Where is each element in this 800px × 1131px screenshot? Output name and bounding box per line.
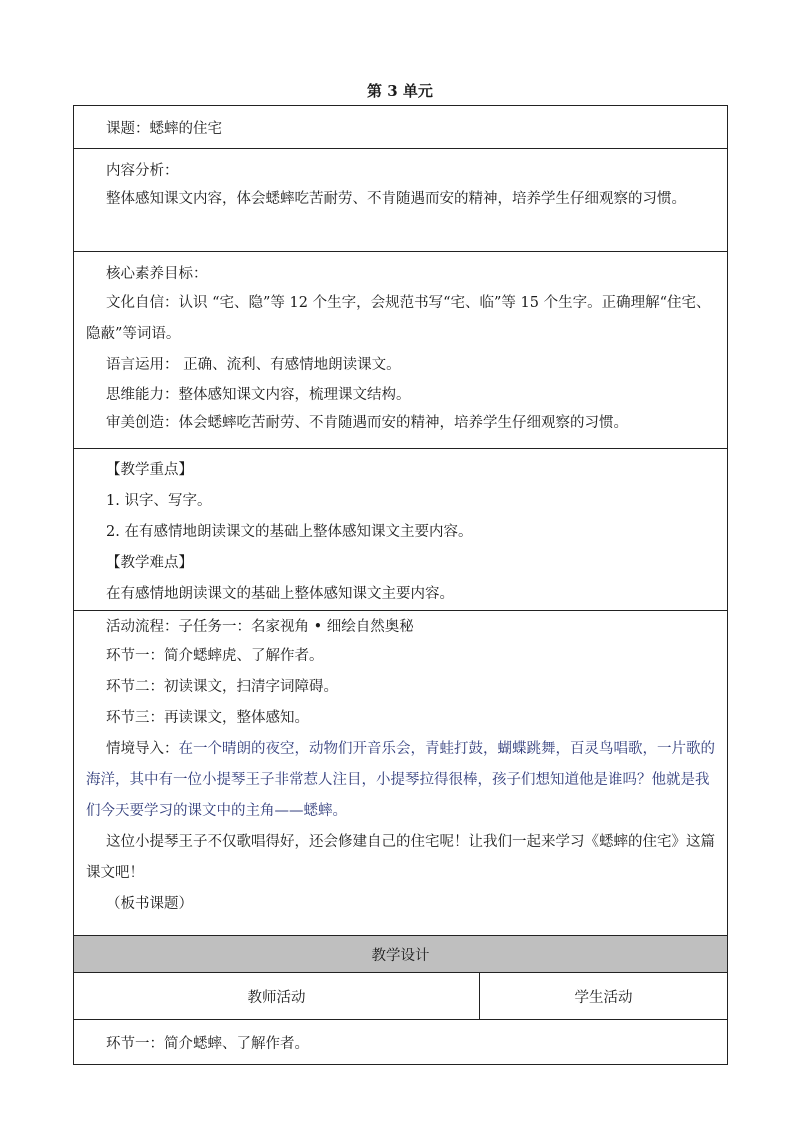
key-points-heading: 【教学重点】 (106, 462, 193, 478)
teacher-activity-head: 教师活动 (74, 973, 480, 1020)
activity-flow-row (74, 611, 728, 936)
difficulty-heading: 【教学难点】 (106, 555, 193, 571)
step-2: 环节二：初读课文，扫清字词障碍。 (106, 679, 338, 695)
goal-language: 语言运用： 正确、流利、有感情地朗读课文。 (106, 357, 401, 373)
scenario-intro (86, 734, 715, 827)
design-header: 教学设计 (74, 936, 728, 973)
key-points-cell (74, 449, 728, 611)
goal-thinking: 思维能力：整体感知课文内容，梳理课文结构。 (106, 387, 411, 403)
key-point-1: 1. 识字、写字。 (106, 493, 212, 509)
design-header-row (74, 936, 728, 973)
analysis-cell (74, 149, 728, 252)
activity-flow-cell (74, 611, 728, 936)
follow-up-text: 这位小提琴王子不仅歌唱得好，还会修建自己的住宅呢！让我们一起来学习《蟋蟀的住宅》这篇课文吧！ (86, 834, 715, 881)
goals-heading: 核心素养目标： (106, 266, 208, 282)
analysis-text: 整体感知课文内容，体会蟋蟀吃苦耐劳、不肯随遇而安的精神，培养学生仔细观察的习惯。 (106, 191, 686, 207)
scenario-intro-text: 在一个晴朗的夜空，动物们开音乐会，青蛙打鼓，蝴蝶跳舞，百灵鸟唱歌，一片歌的海洋，其中有一位小提琴王子非常惹人注目，小提琴拉得很棒，孩子们想知道他是谁吗？他就是我们今天要学习的课文中的主角——蟋蟀。 (86, 741, 715, 819)
analysis-row (74, 149, 728, 252)
page-title: 第 3 单元 (367, 82, 433, 100)
goal-culture: 文化自信：认识 “宅、隐”等 12 个生字，会规范书写“宅、临”等 15 个生字。正确理解“住宅、隐蔽”等词语。 (86, 295, 711, 342)
first-step-cell: 环节一：简介蟋蟀、了解作者。 (74, 1020, 728, 1065)
goal-aesthetic: 审美创造：体会蟋蟀吃苦耐劳、不肯随遇而安的精神，培养学生仔细观察的习惯。 (106, 415, 628, 431)
activity-heads-row (74, 973, 728, 1020)
goals-row (74, 252, 728, 449)
student-activity-head: 学生活动 (480, 973, 728, 1020)
key-points-row (74, 449, 728, 611)
first-step-row (74, 1020, 728, 1065)
step-1: 环节一：简介蟋蟀虎、了解作者。 (106, 648, 324, 664)
topic-row (74, 106, 728, 149)
step-3: 环节三：再读课文，整体感知。 (106, 710, 309, 726)
difficulty-text: 在有感情地朗读课文的基础上整体感知课文主要内容。 (106, 586, 454, 602)
goals-cell (74, 252, 728, 449)
analysis-heading: 内容分析： (106, 163, 179, 179)
board-title-note: （板书课题） (106, 896, 193, 912)
scenario-intro-label: 情境导入： (106, 741, 179, 757)
lesson-plan-table (73, 105, 728, 1065)
subtask-line: 活动流程：子任务一：名家视角 • 细绘自然奥秘 (106, 619, 414, 635)
topic-cell: 课题：蟋蟀的住宅 (74, 106, 728, 149)
key-point-2: 2. 在有感情地朗读课文的基础上整体感知课文主要内容。 (106, 524, 473, 540)
